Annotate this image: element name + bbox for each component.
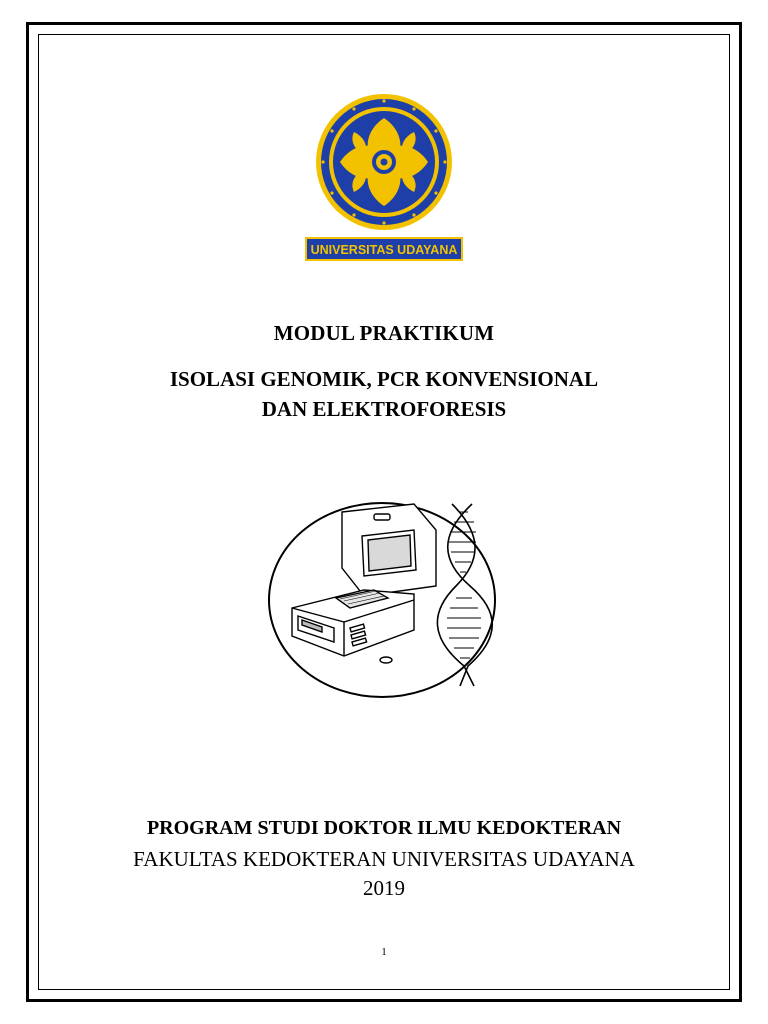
logo-banner-text: UNIVERSITAS UDAYANA: [310, 243, 458, 257]
faculty-name: FAKULTAS KEDOKTERAN UNIVERSITAS UDAYANA: [133, 847, 635, 871]
university-logo: [304, 92, 464, 262]
title-line-3: DAN ELEKTROFORESIS: [261, 397, 507, 421]
pcr-illustration: [264, 490, 524, 700]
program-name: PROGRAM STUDI DOKTOR ILMU KEDOKTERAN: [146, 817, 622, 839]
title-line-1: MODUL PRAKTIKUM: [273, 321, 495, 345]
page-number: 1: [381, 946, 387, 958]
dna-helix-icon: [437, 504, 492, 686]
title-line-2: ISOLASI GENOMIK, PCR KONVENSIONAL: [169, 367, 599, 391]
pcr-machine-icon: [292, 504, 436, 663]
publication-year: 2019: [363, 876, 405, 900]
